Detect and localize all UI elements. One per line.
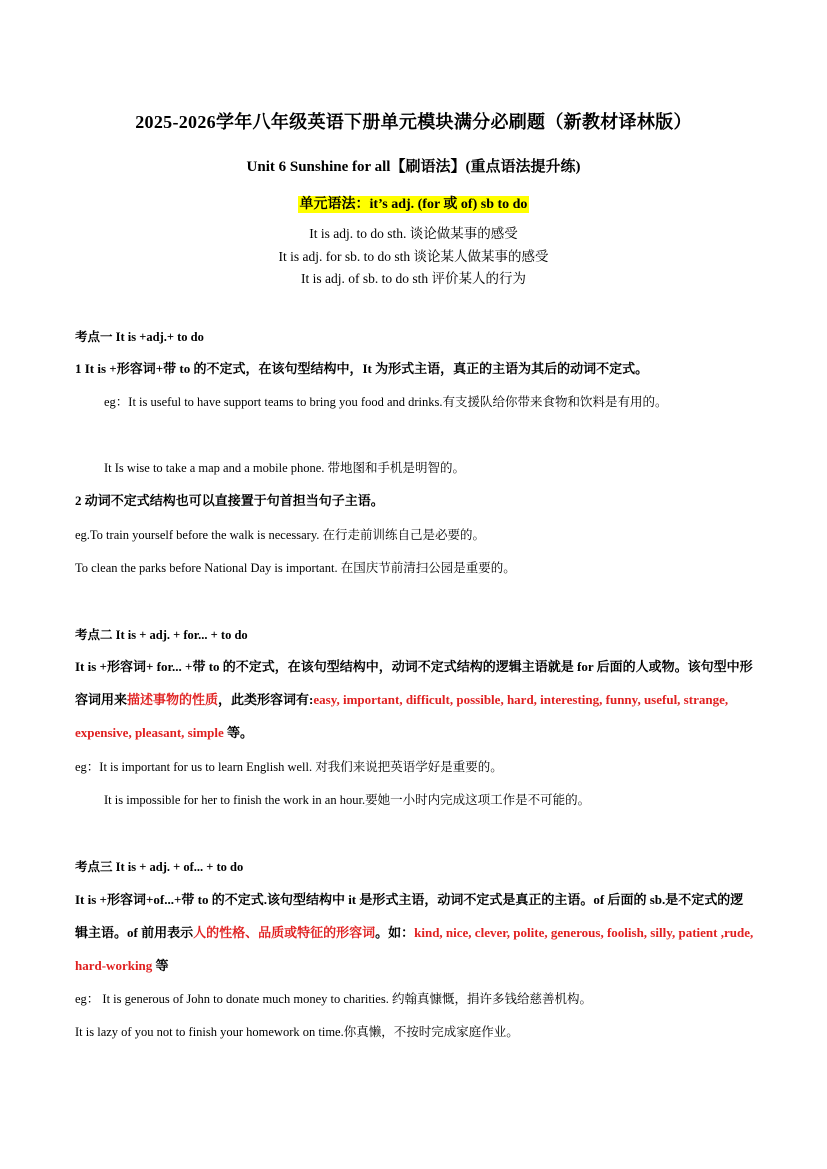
section-3-rule-highlight: 人的性格、品质或特征的形容词 bbox=[193, 925, 376, 940]
section-1-example-1: eg：It is useful to have support teams to bring you food and drinks.有支援队给你带来食物和饮料是有用的。 bbox=[104, 395, 668, 409]
unit-grammar-highlight: 单元语法：it’s adj. (for 或 of) sb to do bbox=[299, 197, 528, 212]
section-3-rule-text: It is +形容词+of...+带 to 的不定式.该句型结构中 it 是形式主语，动词不定式是真正的主语。of 后面的 sb.是不定式的逻辑主语。of 前用表示 bbox=[75, 892, 744, 940]
section-1-example-4: To clean the parks before National Day is important. 在国庆节前清扫公园是重要的。 bbox=[75, 561, 516, 575]
section-3-example-2: It is lazy of you not to finish your homework on time.你真懒，不按时完成家庭作业。 bbox=[75, 1025, 519, 1039]
section-3-adjective-list-1: kind, nice, clever, polite, generous, bbox=[414, 925, 604, 940]
grammar-pattern-1: It is adj. to do sth. 谈论做某事的感受 bbox=[309, 226, 518, 241]
section-1-heading: 考点一 It is +adj.+ to do bbox=[75, 330, 204, 344]
section-2-adjective-list-1: easy, important, difficult, possible, hard, bbox=[313, 692, 537, 707]
section-2-rule-text: It is +形容词+ for... +带 to 的不定式，在该句型结构中，动词不定式结构的逻辑主语就是 for 后面的人或物。该句型中形容词用来 bbox=[75, 659, 753, 707]
unit-grammar-heading bbox=[0, 193, 827, 213]
section-1-rule-2: 2 动词不定式结构也可以直接置于句首担当句子主语。 bbox=[75, 493, 384, 508]
page-title: 2025-2026学年八年级英语下册单元模块满分必刷题（新教材译林版） bbox=[135, 112, 692, 132]
page-subtitle: Unit 6 Sunshine for all【刷语法】(重点语法提升练) bbox=[246, 159, 581, 175]
section-3-rule-text-b: 。如： bbox=[375, 925, 415, 940]
section-1-example-3: eg.To train yourself before the walk is necessary. 在行走前训练自己是必要的。 bbox=[75, 528, 486, 542]
section-3-rule bbox=[75, 883, 755, 982]
section-2-rule bbox=[75, 650, 755, 749]
section-3-adjective-list-2: foolish, silly, patient ,rude, hard-working bbox=[75, 925, 754, 973]
section-2-rule-highlight: 描述事物的性质 bbox=[127, 692, 219, 707]
section-3-heading: 考点三 It is + adj. + of... + to do bbox=[75, 860, 244, 874]
section-2-adjective-list-2: interesting, funny, useful, strange, expensive, pleasant, simple bbox=[75, 692, 729, 740]
section-2-rule-end: 等。 bbox=[223, 725, 254, 740]
section-2-example-1: eg：It is important for us to learn English well. 对我们来说把英语学好是重要的。 bbox=[75, 760, 503, 774]
section-3-rule-end: 等 bbox=[152, 958, 169, 973]
section-3-example-1: eg： It is generous of John to donate much money to charities. 约翰真慷慨，捐许多钱给慈善机构。 bbox=[75, 992, 592, 1006]
section-2-rule-text-b: ，此类形容词有: bbox=[218, 692, 314, 707]
grammar-pattern-2: It is adj. for sb. to do sth 谈论某人做某事的感受 bbox=[278, 249, 549, 264]
grammar-pattern-3: It is adj. of sb. to do sth 评价某人的行为 bbox=[301, 271, 526, 286]
section-1-example-2: It Is wise to take a map and a mobile phone. 带地图和手机是明智的。 bbox=[104, 461, 466, 475]
section-2-heading: 考点二 It is + adj. + for... + to do bbox=[75, 628, 248, 642]
section-1-rule-1: 1 It is +形容词+带 to 的不定式，在该句型结构中，It 为形式主语，真正的主语为其后的动词不定式。 bbox=[75, 361, 649, 376]
section-2-example-2: It is impossible for her to finish the work in an hour.要她一小时内完成这项工作是不可能的。 bbox=[104, 793, 591, 807]
